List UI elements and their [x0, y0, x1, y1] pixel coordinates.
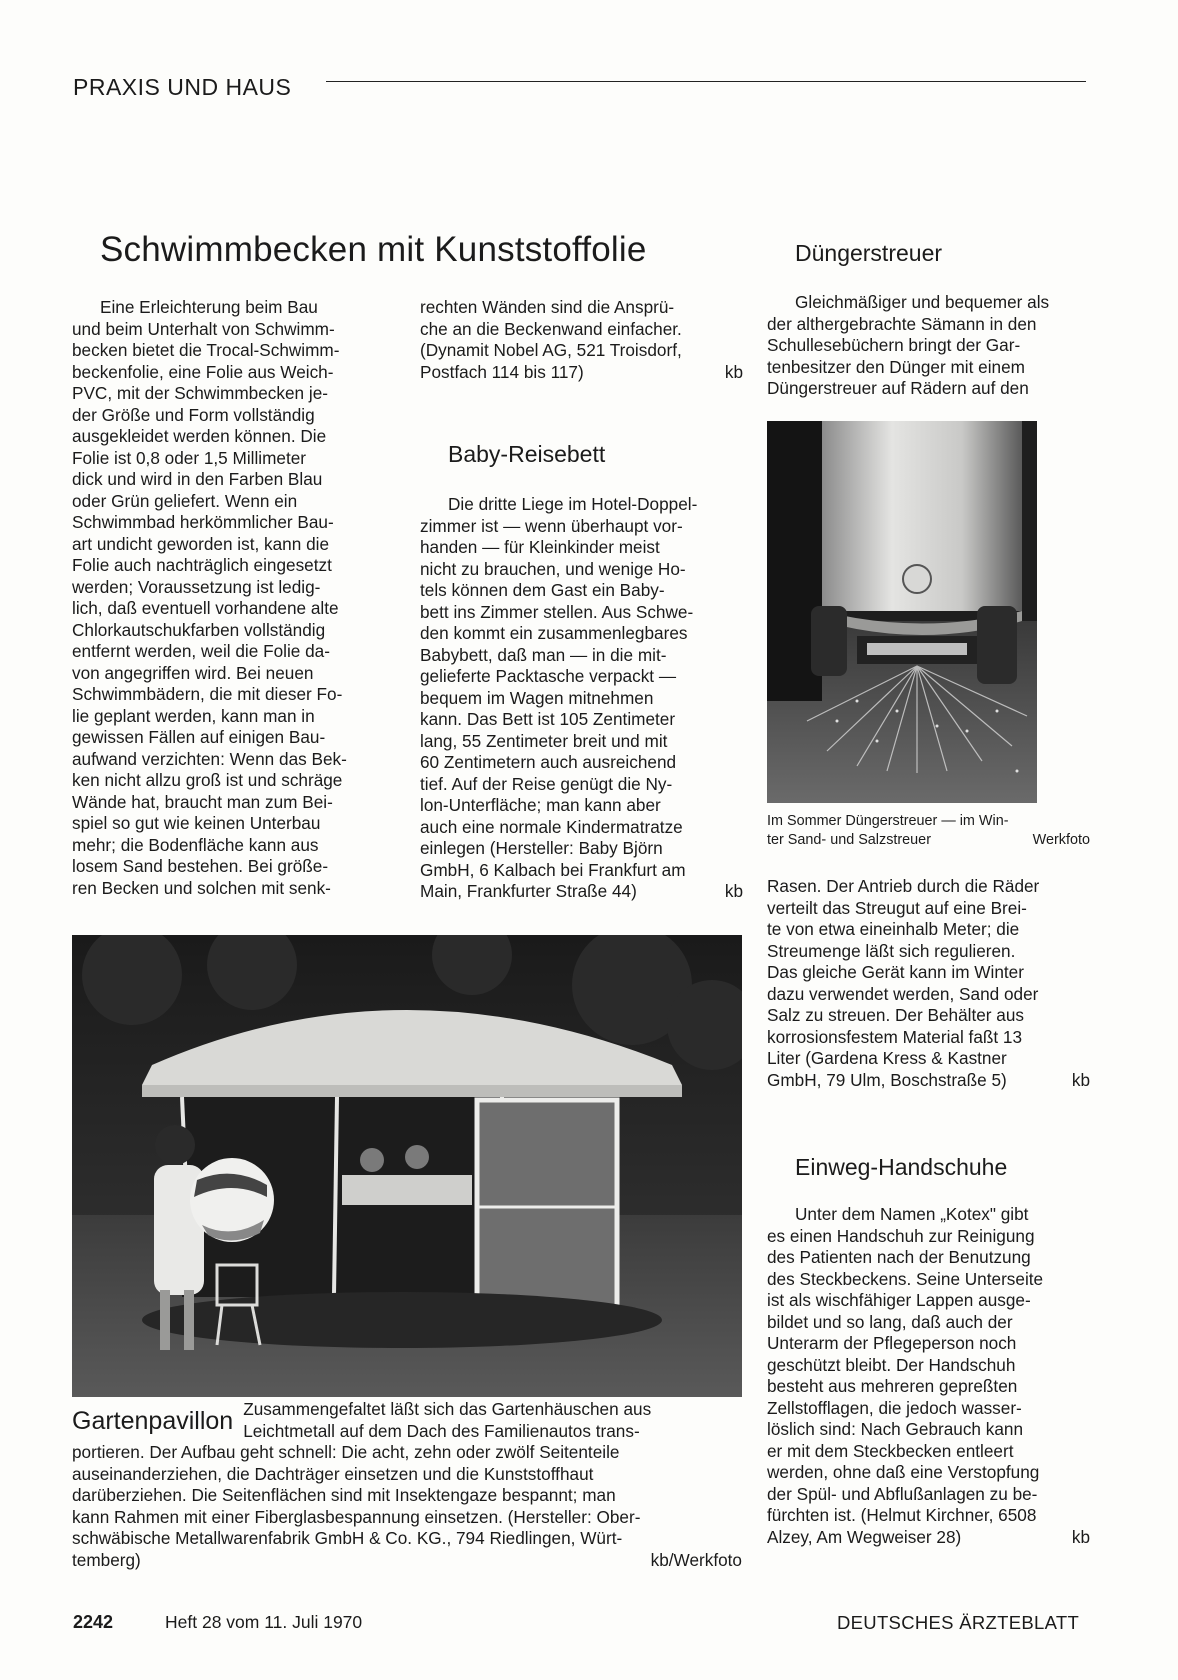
- author-signature: kb: [1071, 1069, 1090, 1090]
- text-line-signed: [767, 1070, 1090, 1092]
- text-line: entfernt werden, weil die Folie da-: [72, 641, 330, 661]
- text-line: Schwimmbädern, die mit dieser Fo-: [72, 684, 343, 704]
- text-line: portieren. Der Aufbau geht schnell: Die acht, zehn oder zwölf Seitenteile: [72, 1442, 620, 1462]
- author-signature: kb: [724, 881, 743, 901]
- issue-info: Heft 28 vom 11. Juli 1970: [165, 1612, 363, 1632]
- pool-text-col1: [72, 297, 395, 899]
- text-line: che an die Beckenwand einfacher.: [420, 318, 682, 339]
- text-line: becken bietet die Trocal-Schwimm-: [72, 340, 340, 360]
- section-label: PRAXIS UND HAUS: [73, 74, 292, 100]
- text-line: te von etwa eineinhalb Meter; die: [767, 919, 1020, 939]
- text-line: der Spül- und Abflußanlagen zu be-: [767, 1483, 1038, 1504]
- text-line: kann Rahmen mit einer Fiberglasbespannung einsetzen. (Hersteller: Ober-: [72, 1506, 641, 1527]
- text-line: den kommt ein zusammenlegbares: [420, 623, 688, 643]
- text-line: Folie auch nachträglich eingesetzt: [72, 555, 332, 575]
- baby-text: [420, 494, 743, 903]
- text-line: Unterarm der Pflegeperson noch: [767, 1333, 1017, 1353]
- text-line: Eine Erleichterung beim Bau: [100, 297, 318, 317]
- text-line: lon-Unterfläche; man kann aber: [420, 795, 661, 815]
- text-line: (Dynamit Nobel AG, 521 Troisdorf,: [420, 340, 682, 360]
- text-line: der althergebrachte Sämann in den: [767, 313, 1037, 334]
- text-line-signed: [420, 362, 743, 384]
- text-line: Babybett, daß man — in die mit-: [420, 644, 667, 665]
- text-line: beckenfolie, eine Folie aus Weich-: [72, 361, 334, 382]
- text-line: Schwimmbad herkömmlicher Bau-: [72, 512, 334, 532]
- text-line: ausgekleidet werden können. Die: [72, 426, 327, 446]
- header-rule: [326, 81, 1086, 82]
- caption-line: Im Sommer Düngerstreuer — im Win-: [767, 813, 1009, 829]
- text-line: des Patienten nach der Benutzung: [767, 1247, 1031, 1267]
- photo-credit: kb/Werkfoto: [650, 1549, 742, 1570]
- text-line: Rasen. Der Antrieb durch die Räder: [767, 876, 1040, 896]
- text-line: Postfach 114 bis 117): [420, 361, 584, 382]
- text-line: rechten Wänden sind die Ansprü-: [420, 297, 675, 317]
- pavilion-text: [72, 1399, 742, 1571]
- text-line: gelieferte Packtasche verpackt —: [420, 666, 677, 686]
- article-title-baby: Baby-Reisebett: [448, 441, 606, 467]
- text-line-signed: [767, 1527, 1090, 1549]
- text-line: temberg): [72, 1549, 141, 1570]
- spreader-text-top: [767, 292, 1090, 400]
- text-line: mehr; die Bodenfläche kann aus: [72, 834, 319, 855]
- text-line: ren Becken und solchen mit senk-: [72, 877, 331, 898]
- author-signature: kb: [724, 361, 743, 382]
- text-line: Unter dem Namen „Kotex" gibt: [795, 1204, 1029, 1224]
- text-line: bett ins Zimmer stellen. Aus Schwe-: [420, 601, 694, 622]
- text-line: Schullesebüchern bringt der Gar-: [767, 335, 1021, 355]
- text-line: des Steckbeckens. Seine Unterseite: [767, 1268, 1044, 1289]
- text-line: GmbH, 6 Kalbach bei Frankfurt am: [420, 859, 686, 880]
- text-line: tels können dem Gast ein Baby-: [420, 580, 665, 600]
- article-title-spreader: Düngerstreuer: [795, 240, 943, 266]
- text-line: Das gleiche Gerät kann im Winter: [767, 962, 1024, 982]
- text-line: der Größe und Form vollständig: [72, 404, 315, 425]
- text-line: oder Grün geliefert. Wenn ein: [72, 490, 298, 511]
- text-line: Salz zu streuen. Der Behälter aus: [767, 1005, 1024, 1025]
- text-line: werden, ohne daß eine Verstopfung: [767, 1462, 1040, 1482]
- text-line: 60 Zentimetern auch ausreichend: [420, 752, 677, 772]
- text-line: darüberziehen. Die Seitenflächen sind mit Insektengaze bespannt; man: [72, 1485, 616, 1505]
- text-line: dazu verwendet werden, Sand oder: [767, 983, 1039, 1004]
- text-line: Die dritte Liege im Hotel-Doppel-: [448, 494, 698, 514]
- text-line: tief. Auf der Reise genügt die Ny-: [420, 773, 673, 794]
- text-line: PVC, mit der Schwimmbecken je-: [72, 383, 328, 403]
- text-line: handen — für Kleinkinder meist: [420, 537, 660, 557]
- text-line: Leichtmetall auf dem Dach des Familienautos trans-: [243, 1420, 640, 1441]
- text-line: Streumenge läßt sich regulieren.: [767, 940, 1016, 961]
- text-line: nicht zu brauchen, und wenige Ho-: [420, 558, 686, 579]
- text-line: löslich sind: Nach Gebrauch kann: [767, 1419, 1024, 1439]
- text-line: Chlorkautschukfarben vollständig: [72, 619, 326, 640]
- text-line: lie geplant werden, kann man in: [72, 705, 315, 726]
- text-line: Folie ist 0,8 oder 1,5 Millimeter: [72, 447, 307, 468]
- text-line: tenbesitzer den Dünger mit einem: [767, 356, 1025, 377]
- author-signature: kb: [1071, 1526, 1090, 1547]
- text-line: besteht aus mehreren gepreßten: [767, 1376, 1018, 1396]
- text-line: Liter (Gardena Kress & Kastner: [767, 1048, 1007, 1068]
- text-line-signed: [72, 1550, 742, 1572]
- spreader-text-bottom: [767, 876, 1090, 1091]
- spreader-caption: [767, 812, 1090, 850]
- text-line: gewissen Fällen auf einigen Bau-: [72, 727, 326, 747]
- article-title-gloves: Einweg-Handschuhe: [795, 1154, 1008, 1180]
- text-line: Gleichmäßiger und bequemer als: [795, 292, 1050, 312]
- article-title-pool: Schwimmbecken mit Kunststoffolie: [100, 230, 647, 269]
- text-line: Zusammengefaltet läßt sich das Gartenhäuschen aus: [243, 1399, 652, 1419]
- text-line: ist als wischfähiger Lappen ausge-: [767, 1290, 1031, 1310]
- text-line: ken nicht allzu groß ist und schräge: [72, 770, 343, 790]
- text-line: lich, daß eventuell vorhandene alte: [72, 598, 339, 618]
- text-line: einlegen (Hersteller: Baby Björn: [420, 838, 663, 858]
- text-line: Zellstofflagen, die jedoch wasser-: [767, 1397, 1022, 1418]
- text-line: es einen Handschuh zur Reinigung: [767, 1225, 1035, 1246]
- text-line: er mit dem Steckbecken entleert: [767, 1440, 1014, 1461]
- text-line: losem Sand bestehen. Bei größe-: [72, 856, 329, 876]
- text-line: kann. Das Bett ist 105 Zentimeter: [420, 709, 676, 729]
- garden-pavilion-photo: [72, 935, 742, 1397]
- text-line: und beim Unterhalt von Schwimm-: [72, 318, 335, 339]
- text-line: zimmer ist — wenn überhaupt vor-: [420, 515, 683, 536]
- text-line: Alzey, Am Wegweiser 28): [767, 1526, 962, 1547]
- caption-line-credit: [767, 831, 1090, 850]
- text-line: spiel so gut wie keinen Unterbau: [72, 813, 321, 833]
- text-line: Main, Frankfurter Straße 44): [420, 881, 637, 901]
- gloves-text: [767, 1204, 1090, 1548]
- text-line: auch eine normale Kindermatratze: [420, 816, 683, 837]
- text-line: dick und wird in den Farben Blau: [72, 469, 323, 489]
- text-line: von angegriffen wird. Bei neuen: [72, 662, 314, 683]
- fertilizer-spreader-photo: [767, 421, 1037, 803]
- caption-line: ter Sand- und Salzstreuer: [767, 832, 931, 848]
- pool-text-col2: [420, 297, 743, 383]
- page-number: 2242: [73, 1612, 114, 1632]
- text-line: schwäbische Metallwarenfabrik GmbH & Co. KG., 794 Riedlingen, Würt-: [72, 1528, 623, 1548]
- text-line: korrosionsfestem Material faßt 13: [767, 1026, 1023, 1047]
- text-line: GmbH, 79 Ulm, Boschstraße 5): [767, 1069, 1007, 1090]
- text-line: Düngerstreuer auf Rädern auf den: [767, 378, 1029, 398]
- journal-name: DEUTSCHES ÄRZTEBLATT: [837, 1612, 1080, 1633]
- photo-credit: Werkfoto: [1032, 832, 1090, 848]
- text-line: aufwand verzichten: Wenn das Bek-: [72, 748, 347, 769]
- text-line: lang, 55 Zentimeter breit und mit: [420, 730, 668, 751]
- text-line: fürchten ist. (Helmut Kirchner, 6508: [767, 1505, 1037, 1525]
- text-line-signed: [420, 881, 743, 903]
- text-line: Wände hat, braucht man zum Bei-: [72, 791, 333, 812]
- text-line: werden; Voraussetzung ist ledig-: [72, 576, 321, 597]
- text-line: bildet und so lang, daß auch der: [767, 1311, 1013, 1332]
- text-line: auseinanderziehen, die Dachträger einsetzen und die Kunststoffhaut: [72, 1463, 594, 1484]
- text-line: verteilt das Streugut auf eine Brei-: [767, 897, 1027, 918]
- text-line: geschützt bleibt. Der Handschuh: [767, 1354, 1016, 1375]
- article-title-pavilion: Gartenpavillon: [72, 1407, 234, 1435]
- text-line: art undicht geworden ist, kann die: [72, 533, 330, 554]
- text-line: bequem im Wagen mitnehmen: [420, 687, 654, 708]
